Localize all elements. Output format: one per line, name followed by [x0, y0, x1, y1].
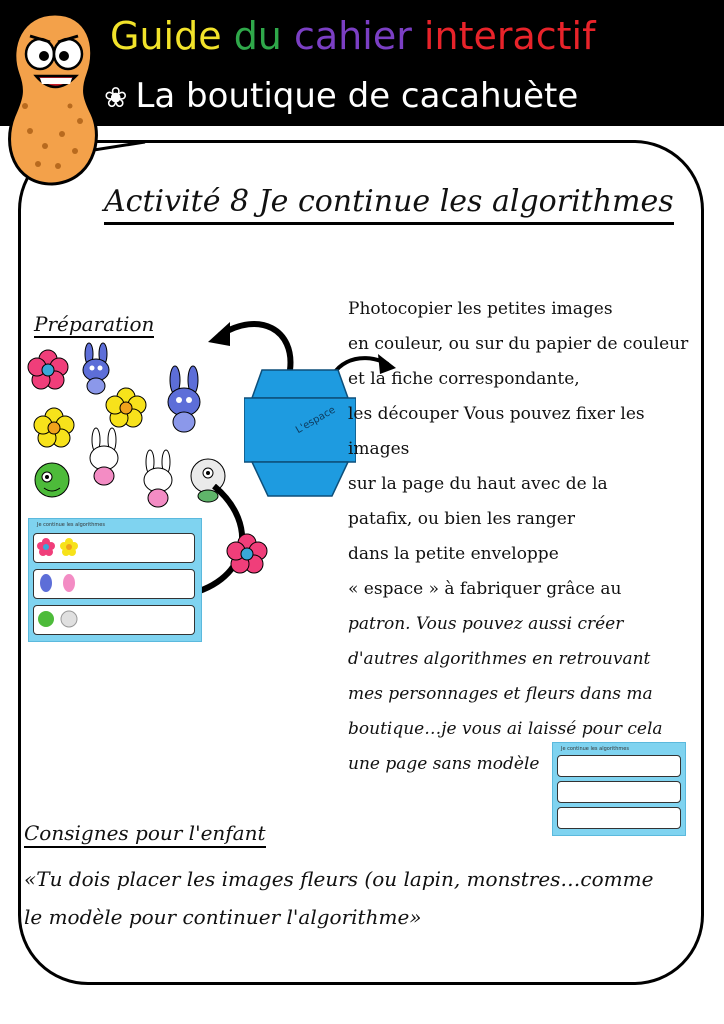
instruction-line: boutique…je vous ai laissé pour cela — [348, 719, 663, 739]
flower-outline-icon: ❀ — [104, 81, 128, 114]
activity-title: Activité 8 Je continue les algorithmes — [104, 184, 674, 225]
instruction-line: Photocopier les petites images — [348, 299, 613, 319]
flower-icon — [34, 408, 74, 447]
flower-icon — [28, 350, 68, 389]
sheet-slot — [557, 807, 681, 829]
flower-icon — [224, 532, 270, 576]
preparation-label: Préparation — [34, 312, 155, 336]
instruction-line: et la fiche correspondante, — [348, 369, 580, 389]
instruction-line: « espace » à fabriquer grâce au — [348, 579, 622, 599]
instruction-line: mes personnages et fleurs dans ma — [348, 684, 653, 704]
title-word-4: interactif — [423, 14, 596, 58]
sheet-caption: Je continue les algorithmes — [37, 522, 105, 528]
instruction-line: d'autres algorithmes en retrouvant — [348, 649, 651, 669]
bunny-icon — [83, 343, 109, 394]
peanut-mascot-icon — [0, 6, 110, 186]
envelope-label: L'espace — [294, 404, 338, 437]
sheet-caption: Je continue les algorithmes — [561, 746, 629, 752]
title-word-2: du — [233, 14, 282, 58]
instruction-line: images — [348, 439, 410, 459]
shop-subtitle — [104, 74, 578, 120]
instruction-line: en couleur, ou sur du papier de couleur — [348, 334, 689, 354]
guide-title — [110, 14, 595, 58]
blank-worksheet-preview — [552, 742, 686, 836]
flower-icon — [106, 388, 146, 427]
consignes-line: le modèle pour continuer l'algorithme» — [24, 905, 422, 929]
title-word-1: Guide — [110, 14, 222, 58]
instructions-text — [348, 292, 698, 782]
bunny-icon — [168, 366, 200, 432]
bunny-icon — [90, 428, 118, 485]
title-word-3: cahier — [294, 14, 412, 58]
instruction-line: les découper Vous pouvez fixer les — [348, 404, 645, 424]
monster-icon — [35, 463, 69, 497]
sheet-slot — [557, 781, 681, 803]
subtitle-text: La boutique de cacahuète — [135, 76, 579, 116]
envelope-icon — [244, 368, 356, 500]
worksheet-preview — [28, 518, 202, 642]
consignes-text — [24, 860, 704, 936]
instruction-line: dans la petite enveloppe — [348, 544, 559, 564]
sheet-slot — [557, 755, 681, 777]
consignes-line: «Tu dois placer les images fleurs (ou lapin, monstres…comme — [24, 867, 654, 891]
consignes-label: Consignes pour l'enfant — [24, 820, 266, 848]
instruction-line: patron. Vous pouvez aussi créer — [348, 614, 624, 634]
sheet-example-images — [35, 535, 85, 635]
instruction-line: une page sans modèle — [348, 754, 540, 774]
instruction-line: sur la page du haut avec de la — [348, 474, 608, 494]
instruction-line: patafix, ou bien les ranger — [348, 509, 575, 529]
